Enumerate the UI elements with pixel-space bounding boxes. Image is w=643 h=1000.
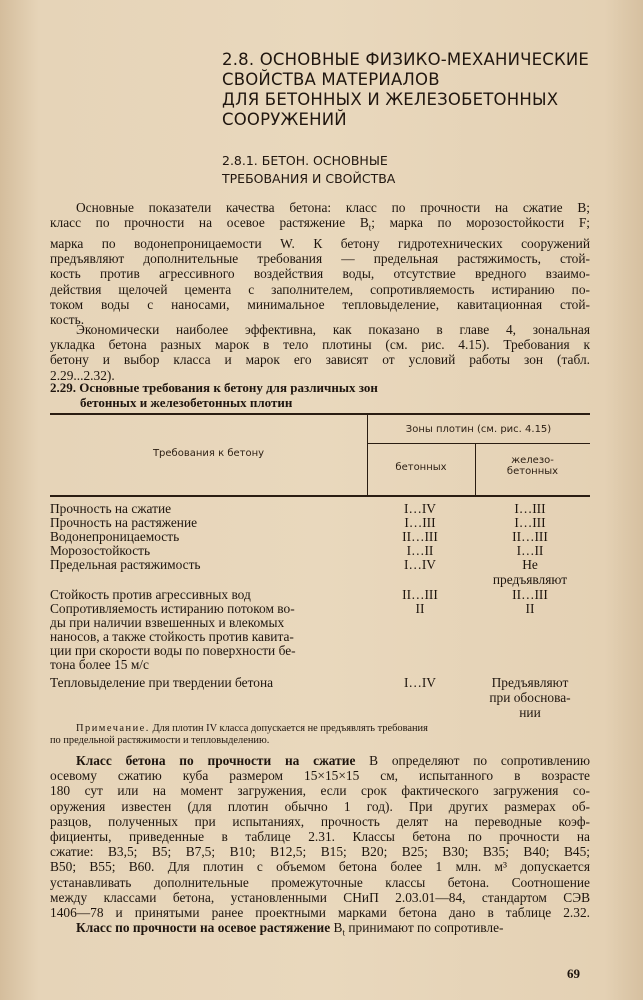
- row-concrete: I…IV: [404, 501, 436, 516]
- intro-paragraph-2: Экономически наиболее эффективна, как показано в главе 4, зональная укладка бетона разных марок в тело плотины (см. рис. 4.15). Требования к бетону и выбор класса и марок его зависят от условий работы зон (табл. 2.29...2.32).: [50, 322, 590, 383]
- row-reinforced: при обоснова-: [489, 690, 571, 705]
- row-concrete: I…II: [406, 543, 434, 558]
- row-reinforced: Предъявляют: [491, 675, 569, 690]
- row-name: Водонепроницаемость: [50, 529, 180, 544]
- page-number: 69: [567, 966, 580, 981]
- table-top-rule: [50, 413, 590, 415]
- table-header-midrule: [367, 443, 590, 444]
- row-name: ции при скорости воды по поверхности бе-: [50, 643, 296, 658]
- row-concrete: II…III: [402, 529, 438, 544]
- row-name: Сопротивляемость истиранию потоком во-: [50, 601, 295, 616]
- header-concrete: бетонных: [395, 462, 447, 473]
- row-reinforced: I…III: [514, 501, 546, 516]
- row-reinforced: I…II: [516, 543, 544, 558]
- table-header-rule: [50, 495, 590, 497]
- header-zones: Зоны плотин (см. рис. 4.15): [405, 424, 552, 435]
- row-concrete: I…III: [404, 515, 436, 530]
- table-note: Примечание. Для плотин IV класса допускается не предъявлять требования по предельной растяжимости и тепловыделению.: [50, 723, 428, 746]
- header-requirement: Требования к бетону: [152, 448, 265, 459]
- row-name: ды при наличии взвешенных и влекомых: [50, 615, 285, 630]
- row-concrete: II…III: [402, 587, 438, 602]
- row-reinforced: II…III: [512, 587, 548, 602]
- row-name: Предельная растяжимость: [50, 557, 201, 572]
- table-title: 2.29. Основные требования к бетону для различных зон бетонных и железобетонных плотин: [50, 380, 378, 410]
- body-paragraph-1: Класс бетона по прочности на сжатие B определяют по сопротивлению осевому сжатию куба размером 15×15×15 см, испытанного в возрасте 180 сут или на момент загружения, если срок фактического загружения со- оружения известен (для плотин обычно 1 год). При других размерах об- разцов, полученных при испытаниях, прочность делят на переводные коэф- фициенты, приведенные в таблице 2.31. Классы бетона по прочности на сжатие: B3,5; B5; B7,5; B10; B12,5; B15; B20; B25; B30; B35; B40; B45; B50; B55; B60. Для плотин с объемом бетона более 1 млн. м³ допускается устанавливать дополнительные промежуточные классы бетона. Соотношение между классами бетона, установленными СНиП 2.03.01—84, стандартом СЭВ 1406—78 и принятыми ранее проектными марками бетона дано в таблице 2.32. Класс по прочности на осевое растяжение $B_t$ принимают по сопротивле-: [50, 753, 590, 938]
- row-name: Тепловыделение при твердении бетона: [50, 675, 274, 690]
- row-reinforced: предъявляют: [492, 572, 568, 587]
- row-concrete: I…IV: [404, 557, 436, 572]
- row-name: Стойкость против агрессивных вод: [50, 587, 251, 602]
- row-name: Морозостойкость: [50, 543, 151, 558]
- row-reinforced: Не: [522, 557, 538, 572]
- row-reinforced: нии: [519, 705, 541, 720]
- row-reinforced: I…III: [514, 515, 546, 530]
- intro-paragraph-1: Основные показатели качества бетона: класс по прочности на сжатие B; класс по прочности на осевое растяжение $B_t$; марка по морозостойкости F; марка по водонепроницаемости W. К бетону гидротехнических сооружений предъявляют дополнительные требования — предельная растяжимость, стой- кость против агрессивного воздействия воды, отсутствие вредного взаимо- действия щелочей цемента с заполнителем, сопротивляемость истиранию по- током воды с наносами, минимальное тепловыделение, кавитационная стой- кость.: [50, 200, 590, 328]
- row-concrete: I…IV: [404, 675, 436, 690]
- row-name: Прочность на сжатие: [50, 501, 172, 516]
- row-name: наносов, а также стойкость против кавита-: [50, 629, 294, 644]
- section-title: 2.8. ОСНОВНЫЕ ФИЗИКО-МЕХАНИЧЕСКИЕ СВОЙСТВА МАТЕРИАЛОВ ДЛЯ БЕТОННЫХ И ЖЕЛЕЗОБЕТОННЫХ СООРУЖЕНИЙ: [222, 50, 590, 129]
- row-concrete: II: [415, 601, 425, 616]
- row-reinforced: II…III: [512, 529, 548, 544]
- row-reinforced: II: [525, 601, 535, 616]
- row-name: тона более 15 м/с: [50, 657, 149, 672]
- header-reinforced: железо- бетонных: [506, 455, 559, 477]
- subsection-title: 2.8.1. БЕТОН. ОСНОВНЫЕ ТРЕБОВАНИЯ И СВОЙСТВА: [222, 153, 396, 186]
- row-name: Прочность на растяжение: [50, 515, 198, 530]
